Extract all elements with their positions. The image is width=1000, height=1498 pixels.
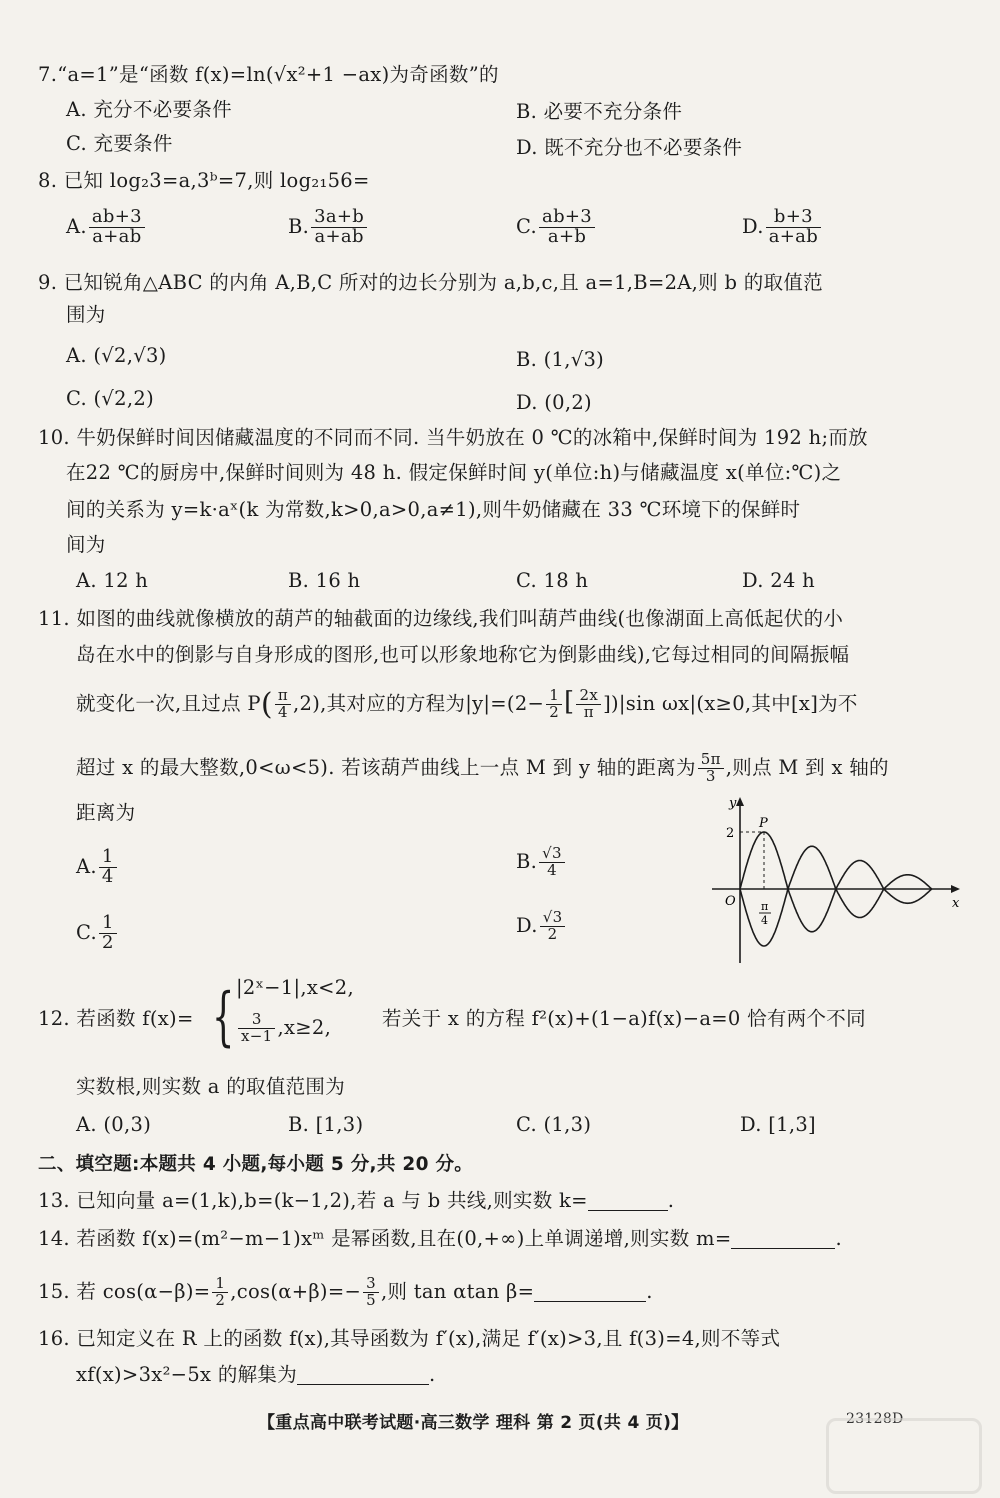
q16-line1: 16. 已知定义在 R 上的函数 f(x),其导函数为 f′(x),满足 f′(x)>3,且 f(3)=4,则不等式 [38, 1327, 781, 1350]
graph-origin-label: O [725, 894, 736, 909]
q9-line2: 围为 [66, 303, 106, 326]
q10-line1: 10. 牛奶保鲜时间因储藏温度的不同而不同. 当牛奶放在 0 ℃的冰箱中,保鲜时间为 192 h;而放 [38, 426, 868, 449]
q7-option-b: B. 必要不充分条件 [516, 100, 683, 123]
exam-code: 23128D [846, 1411, 904, 1427]
q10-option-a: A. 12 h [76, 569, 149, 592]
q12-option-a: A. (0,3) [76, 1113, 152, 1136]
q9-option-d: D. (0,2) [516, 391, 592, 414]
graph-tick-y: 2 [726, 826, 735, 841]
q7-option-d: D. 既不充分也不必要条件 [516, 136, 743, 159]
q7-option-c: C. 充要条件 [66, 132, 173, 155]
graph-y-label: y [729, 796, 737, 811]
q8-option-d: D. $\frac{b+3}{a+ab}$ [742, 208, 823, 247]
q10-option-b: B. 16 h [288, 569, 361, 592]
graph-tick-x-den: 4 [761, 914, 768, 927]
q11-option-c: C. $\frac{1}{2}$ [76, 914, 119, 953]
q11-option-d: D. $\frac{√3}{2}$ [516, 910, 567, 943]
q7-stem: 7.“a=1”是“函数 f(x)=ln(√x²+1 −ax)为奇函数”的 [38, 63, 499, 86]
q9-line1: 9. 已知锐角△ABC 的内角 A,B,C 所对的边长分别为 a,b,c,且 a=1,B=2A,则 b 的取值范 [38, 271, 823, 294]
q11-option-b: B. $\frac{√3}{4}$ [516, 846, 567, 879]
q12-option-b: B. [1,3) [288, 1113, 364, 1136]
graph-curve-upper [740, 832, 932, 889]
page-footer: 【重点高中联考试题·高三数学 理科 第 2 页(共 4 页)】 [258, 1413, 689, 1433]
q8-option-a: A. $\frac{ab+3}{a+ab}$ [66, 208, 147, 247]
q12-case1: |2ˣ−1|,x<2, [236, 976, 354, 999]
q15-answer-blank[interactable] [534, 1281, 646, 1302]
q11-line2: 岛在水中的倒影与自身形成的图形,也可以形象地称它为倒影曲线),它每过相同的间隔振幅 [76, 643, 850, 666]
q8-option-c: C. $\frac{ab+3}{a+b}$ [516, 208, 597, 247]
q12-lead: 12. 若函数 f(x)= [38, 1007, 194, 1030]
q16-answer-blank[interactable] [297, 1364, 429, 1385]
graph-axes [712, 797, 960, 963]
section-2-heading: 二、填空题:本题共 4 小题,每小题 5 分,共 20 分。 [38, 1154, 474, 1175]
q10-line2: 在22 ℃的厨房中,保鲜时间则为 48 h. 假定保鲜时间 y(单位:h)与储藏温度 x(单位:℃)之 [66, 461, 842, 484]
q11-line4: 超过 x 的最大整数,0<ω<5). 若该葫芦曲线上一点 M 到 y 轴的距离为 $\frac{5\pi}{3}$ ,则点 M 到 x 轴的 [76, 750, 889, 785]
q12-tail: 若关于 x 的方程 f²(x)+(1−a)f(x)−a=0 恰有两个不同 [382, 1007, 866, 1030]
q8-stem: 8. 已知 log₂3=a,3ᵇ=7,则 log₂₁56= [38, 169, 370, 192]
q13-answer-blank[interactable] [588, 1190, 668, 1211]
q10-option-c: C. 18 h [516, 569, 589, 592]
gourd-curve-graph [708, 795, 966, 965]
q11-option-a: A. $\frac{1}{4}$ [76, 848, 119, 887]
q9-option-a: A. (√2,√3) [66, 344, 167, 367]
graph-point-p: P [759, 816, 768, 831]
q12-case2: $\frac{3}{x-1}$ ,x≥2, [236, 1012, 331, 1045]
q10-option-d: D. 24 h [742, 569, 816, 592]
q11-line3: 就变化一次,且过点 P( $\frac{\pi}{4}$ ,2),其对应的方程为|y|=(2− $\frac{1}{2}$ [ $\frac{2x}{\pi}$ ])|sin ωx|(x≥0,其中[x]为不 [76, 686, 858, 722]
graph-curve-lower [740, 889, 932, 946]
q12-option-d: D. [1,3] [740, 1113, 816, 1136]
q12-brace: { [212, 980, 235, 1054]
q13: 13. 已知向量 a=(1,k),b=(k−1,2),若 a 与 b 共线,则实数 k= . [38, 1189, 675, 1212]
q10-line4: 间为 [66, 533, 106, 556]
q15: 15. 若 cos(α−β)= $\frac{1}{2}$ ,cos(α+β)=− $\frac{3}{5}$ ,则 tan αtan β= . [38, 1274, 653, 1309]
watermark-logo [826, 1418, 982, 1494]
q9-option-b: B. (1,√3) [516, 348, 605, 371]
q12-option-c: C. (1,3) [516, 1113, 592, 1136]
q11-line1: 11. 如图的曲线就像横放的葫芦的轴截面的边缘线,我们叫葫芦曲线(也像湖面上高低起伏的小 [38, 607, 844, 630]
q11-line5: 距离为 [76, 801, 136, 824]
q14: 14. 若函数 f(x)=(m²−m−1)xᵐ 是幂函数,且在(0,+∞)上单调递增,则实数 m= . [38, 1227, 842, 1250]
graph-tick-x-num: π [761, 900, 769, 913]
graph-x-label: x [952, 896, 960, 911]
q12-line2: 实数根,则实数 a 的取值范围为 [76, 1075, 346, 1098]
q14-answer-blank[interactable] [731, 1228, 835, 1249]
q8-option-b: B. $\frac{3a+b}{a+ab}$ [288, 208, 369, 247]
q10-line3: 间的关系为 y=k·aˣ(k 为常数,k>0,a>0,a≠1),则牛奶储藏在 33 ℃环境下的保鲜时 [66, 498, 801, 521]
q9-option-c: C. (√2,2) [66, 387, 154, 410]
q7-option-a: A. 充分不必要条件 [66, 98, 232, 121]
q16-line2: xf(x)>3x²−5x 的解集为 . [76, 1363, 436, 1386]
